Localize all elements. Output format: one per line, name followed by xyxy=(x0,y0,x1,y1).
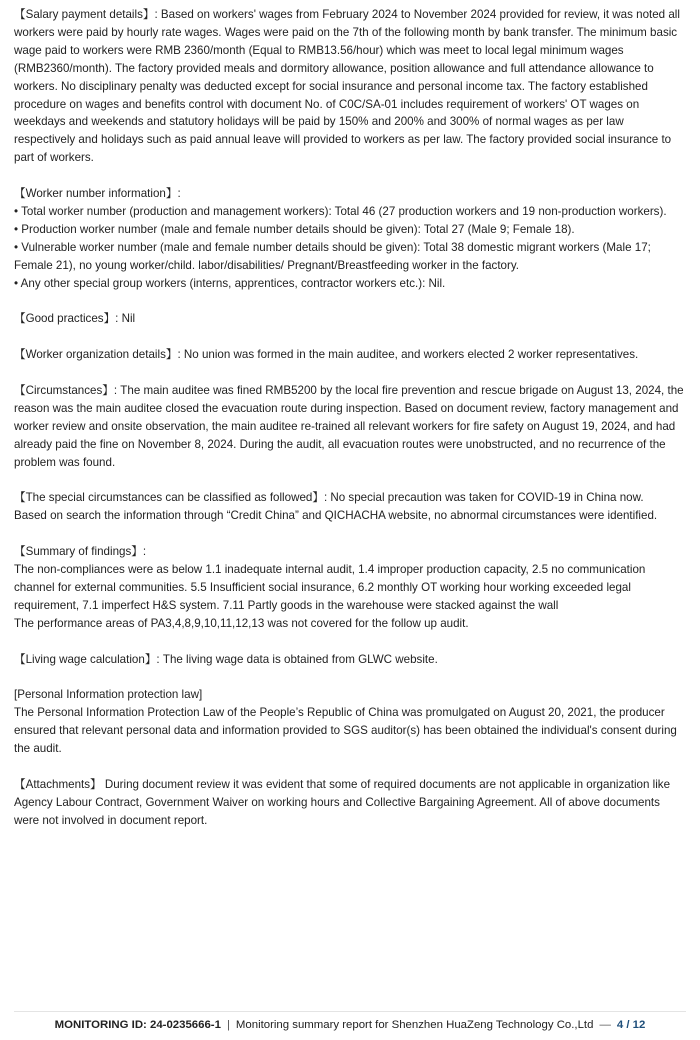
circumstances-section xyxy=(14,382,686,472)
footer-separator: | xyxy=(226,1019,230,1031)
monitoring-id: MONITORING ID: 24-0235666-1 xyxy=(54,1019,221,1031)
personal-information-heading: [Personal Information protection law] xyxy=(14,688,203,702)
findings-heading: 【Summary of findings】: xyxy=(14,545,147,559)
worker-number-heading: 【Worker number information】: xyxy=(14,187,181,201)
report-title: Monitoring summary report for Shenzhen HuaZeng Technology Co.,Ltd xyxy=(235,1019,594,1031)
findings-performance-areas-text: The performance areas of PA3,4,8,9,10,11,12,13 was not covered for the follow up audit. xyxy=(14,616,469,630)
document-page xyxy=(14,6,686,847)
worker-organization-section xyxy=(14,346,686,364)
good-practices-section xyxy=(14,310,686,328)
circumstances-paragraph: 【Circumstances】: The main auditee was fined RMB5200 by the local fire prevention and rescue brigade on August 13, 2024, the reason was the main auditee closed the evacuation route during inspection. Based on document review, factory management and worker review and onsite observation, the main auditee re-trained all relevant workers for fire safety on August 19, 2024, and had already paid the fine on November 8, 2024. During the audit, all evacuation routes were unobstructed, and no recurrence of the problem was found. xyxy=(14,383,684,469)
worker-organization-paragraph: 【Worker organization details】: No union was formed in the main auditee, and workers elected 2 worker representatives. xyxy=(14,348,639,362)
page-number: 4 / 12 xyxy=(616,1019,646,1031)
worker-number-section xyxy=(14,185,686,292)
personal-information-section xyxy=(14,686,686,758)
attachments-paragraph: 【Attachments】 During document review it was evident that some of required documents are not applicable in organization like Agency Labour Contract, Government Waiver on working hours and Collective Bargaining Agreement. All of above documents were not involved in document report. xyxy=(14,777,671,827)
summary-of-findings-section xyxy=(14,543,686,633)
salary-payment-paragraph: 【Salary payment details】: Based on workers' wages from February 2024 to November 2024 provided for review, it was noted all workers were paid by hourly rate wages. Wages were paid on the 7th of the following month by bank transfer. The minimum basic wage paid to workers were RMB 2360/month (Equal to RMB13.56/hour) which was meet to local legal minimum wages (RMB2360/month). The factory provided meals and dormitory allowance, position allowance and full attendance allowance to workers. No disciplinary penalty was deducted except for social insurance and personal income tax. The factory established procedure on wages and benefits control with document No. of C0C/SA-01 includes requirement of workers' OT wages on weekdays and weekends and statutory holidays will be paid by 150% and 200% and 300% of normal wages as per law respectively and holidays such as paid annual leave will provided to workers as per law. The factory provided social insurance to part of workers. xyxy=(14,8,680,165)
personal-information-paragraph: The Personal Information Protection Law of the People’s Republic of China was promulgated on August 20, 2021, the producer ensured that relevant personal data and information provided to SGS auditor(s) has been obtained the individual's consent during the audit. xyxy=(14,706,677,756)
living-wage-section xyxy=(14,651,686,669)
living-wage-paragraph: 【Living wage calculation】: The living wage data is obtained from GLWC website. xyxy=(14,652,438,666)
list-item: • Production worker number (male and female number details should be given): Total 27 (Male 9; Female 18). xyxy=(14,222,575,236)
footer-dash: — xyxy=(599,1019,611,1031)
list-item: • Vulnerable worker number (male and female number details should be given): Total 38 domestic migrant workers (Male 17; Female 21), no young worker/child. labor/disabilities/ Pregnant/Breastfeeding worker in the factory. xyxy=(14,240,651,272)
salary-payment-section xyxy=(14,6,686,167)
page-footer xyxy=(14,1015,686,1035)
footer-divider xyxy=(14,1011,686,1012)
list-item: • Any other special group workers (interns, apprentices, contractor workers etc.): Nil. xyxy=(14,276,446,290)
good-practices-paragraph: 【Good practices】: Nil xyxy=(14,312,136,326)
credit-china-line: Based on search the information through “Credit China” and QICHACHA website, no abnormal circumstances were identified. xyxy=(14,509,658,523)
list-item: • Total worker number (production and management workers): Total 46 (27 production workers and 19 non-production workers). xyxy=(14,204,667,218)
findings-noncompliance-text: The non-compliances were as below 1.1 inadequate internal audit, 1.4 improper production capacity, 2.5 no communication channel for external communities. 5.5 Insufficient social insurance, 6.2 monthly OT working hour working exceeded legal requirement, 7.1 imperfect H&S system. 7.11 Partly goods in the warehouse were stacked against the wall xyxy=(14,563,646,612)
special-circumstances-section xyxy=(14,489,686,525)
attachments-section xyxy=(14,776,686,830)
special-circumstances-line: 【The special circumstances can be classified as followed】: No special precaution was taken for COVID-19 in China now. xyxy=(14,491,644,505)
